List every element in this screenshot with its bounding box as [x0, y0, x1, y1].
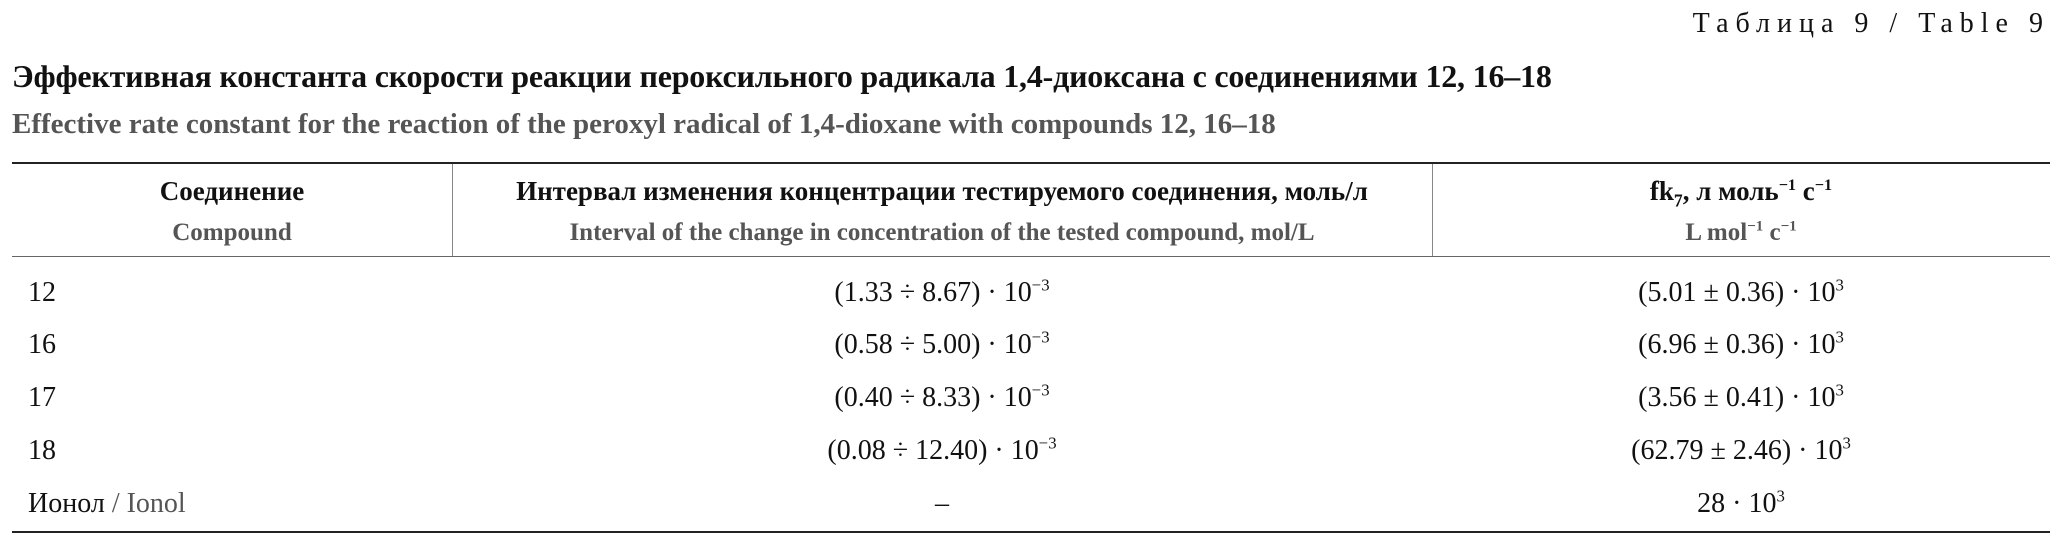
header-rate-ru [1432, 170, 2050, 212]
table-label: Таблица 9 / Table 9 [1692, 8, 2050, 39]
rate-symbol: fk [1649, 176, 1674, 206]
rate-value: 28 · 10 [1697, 488, 1777, 519]
rate-value: (5.01 ± 0.36) · 10 [1638, 277, 1836, 308]
header-rate-en [1432, 212, 2050, 254]
cell-compound: 12 [28, 277, 56, 308]
interval-value: (0.58 ÷ 5.00) · 10 [834, 329, 1032, 360]
interval-value: (0.08 ÷ 12.40) · 10 [827, 435, 1039, 466]
cell-rate [1432, 266, 2050, 320]
interval-exponent: −3 [1038, 433, 1057, 453]
table-header-rule [12, 256, 2050, 257]
header-rate-constant [1432, 170, 2050, 254]
rate-unit-exp: −1 [1814, 176, 1833, 194]
cell-compound: 18 [28, 435, 56, 466]
rate-exponent: 3 [1835, 380, 1844, 400]
rate-unit-en-s: c [1763, 219, 1781, 246]
table-row [12, 424, 2050, 478]
rate-unit-ru-s: с [1796, 176, 1815, 206]
header-interval [452, 170, 1432, 254]
header-compound-en: Compound [172, 219, 292, 246]
cell-rate [1432, 424, 2050, 478]
rate-unit-exp: −1 [1778, 176, 1797, 194]
compound-en: Ionol [126, 488, 186, 519]
rate-value: (3.56 ± 0.41) · 10 [1638, 382, 1836, 413]
cell-rate [1432, 477, 2050, 531]
table-bottom-rule [12, 531, 2050, 533]
rate-value: (6.96 ± 0.36) · 10 [1638, 329, 1836, 360]
header-compound-ru: Соединение [159, 176, 305, 206]
rate-unit-exp: −1 [1780, 218, 1797, 235]
cell-interval [452, 371, 1432, 425]
rate-exponent: 3 [1835, 327, 1844, 347]
cell-interval [452, 424, 1432, 478]
rate-unit-exp: −1 [1747, 218, 1764, 235]
header-compound [12, 170, 452, 254]
table-row [12, 266, 2050, 320]
compound-separator: / [104, 488, 127, 519]
table-top-rule [12, 162, 2050, 164]
rate-exponent: 3 [1776, 486, 1785, 506]
cell-rate [1432, 318, 2050, 372]
rate-value: (62.79 ± 2.46) · 10 [1631, 435, 1843, 466]
table-row [12, 477, 2050, 531]
interval-exponent: −3 [1031, 275, 1050, 295]
cell-compound: 16 [28, 329, 56, 360]
compound-ru: Ионол [28, 488, 105, 519]
interval-value: (0.40 ÷ 8.33) · 10 [834, 382, 1032, 413]
rate-subscript: 7 [1673, 190, 1683, 211]
cell-interval [452, 318, 1432, 372]
cell-compound [28, 477, 186, 531]
interval-exponent: −3 [1031, 327, 1050, 347]
cell-rate [1432, 371, 2050, 425]
interval-value: (1.33 ÷ 8.67) · 10 [834, 277, 1032, 308]
cell-compound: 17 [28, 382, 56, 413]
interval-exponent: −3 [1031, 380, 1050, 400]
table-row [12, 318, 2050, 372]
table-title-en: Effective rate constant for the reaction of the peroxyl radical of 1,4-dioxane with compounds 12, 16–18 [12, 108, 1276, 140]
rate-exponent: 3 [1842, 433, 1851, 453]
table-row [12, 371, 2050, 425]
rate-exponent: 3 [1835, 275, 1844, 295]
cell-interval [452, 266, 1432, 320]
header-interval-en: Interval of the change in concentration of the tested compound, mol/L [569, 219, 1315, 246]
cell-interval: – [935, 488, 949, 519]
table-title-ru: Эффективная константа скорости реакции пероксильного радикала 1,4-диоксана с соединениями 12, 16–18 [12, 58, 1552, 94]
header-interval-ru: Интервал изменения концентрации тестируемого соединения, моль/л [516, 176, 1368, 206]
rate-unit-ru: , л моль [1682, 176, 1779, 206]
rate-unit-en: L mol [1685, 219, 1748, 246]
